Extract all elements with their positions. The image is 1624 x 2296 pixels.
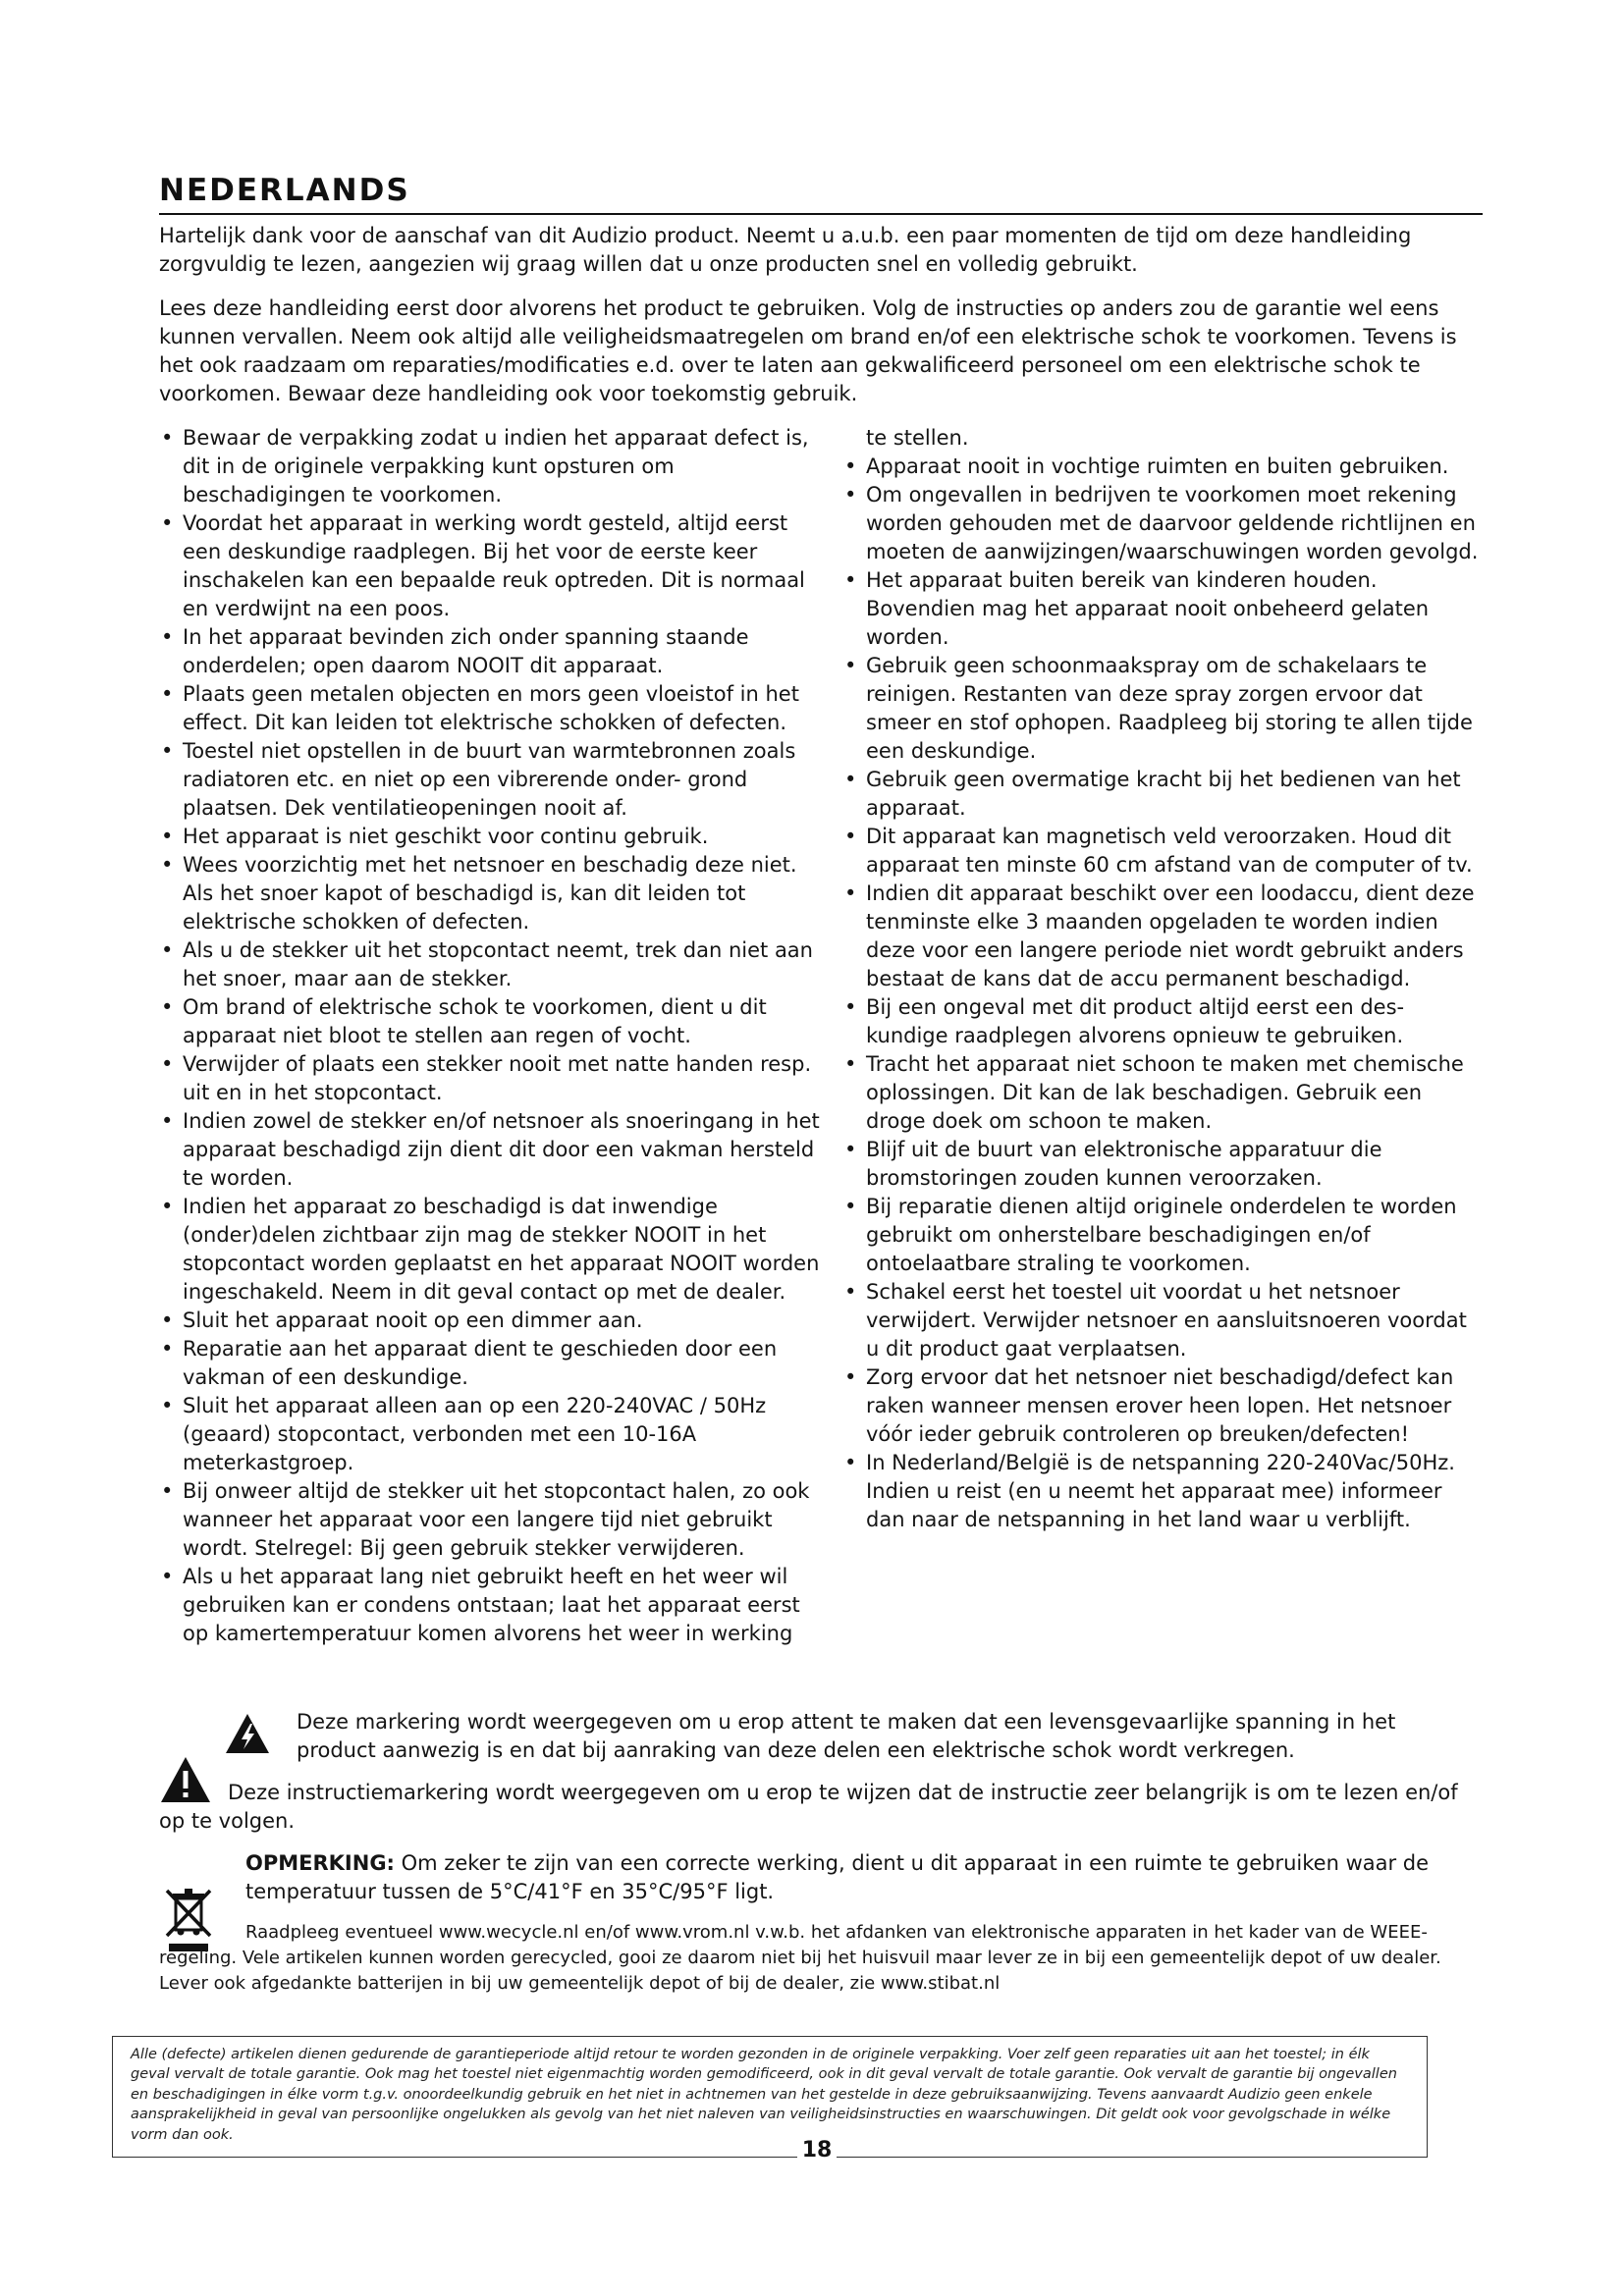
list-item: • Reparatie aan het apparaat dient te geschieden door een vakman of een deskundige. [159, 1335, 823, 1392]
list-item: • Om brand of elektrische schok te voorkomen, dient u dit apparaat niet bloot te stellen aan regen of vocht. [159, 993, 823, 1050]
list-item: • Voordat het apparaat in werking wordt gesteld, altijd eerst een deskundige raadplegen. Bij het voor de eerste keer inschakelen kan een bepaalde reuk optreden. Dit is normaal en verdwijnt na een poos. [159, 509, 823, 623]
list-item: • Het apparaat is niet geschikt voor continu gebruik. [159, 823, 823, 851]
list-item: • Indien zowel de stekker en/of netsnoer als snoeringang in het apparaat beschadigd zijn dient dit door een vakman hersteld te worden. [159, 1107, 823, 1193]
list-item: • In Nederland/België is de netspanning 220-240Vac/50Hz. Indien u reist (en u neemt het apparaat mee) informeer dan naar de netspanning in het land waar u verblijft. [842, 1449, 1485, 1534]
list-item: • Schakel eerst het toestel uit voordat u het netsnoer verwijdert. Verwijder netsnoer en aansluitsnoeren voordat u dit product gaat verplaatsen. [842, 1278, 1485, 1363]
list-item: • Verwijder of plaats een stekker nooit met natte handen resp. uit en in het stopcontact. [159, 1050, 823, 1107]
list-item: • Indien het apparaat zo beschadigd is dat inwendige (onder)delen zichtbaar zijn mag de stekker NOOIT in het stopcontact worden geplaatst en het apparaat NOOIT worden ingeschakeld. Neem in dit geval contact op met de dealer. [159, 1193, 823, 1307]
list-item: • Bij reparatie dienen altijd originele onderdelen te worden gebruikt om onherstelbare beschadigingen en/of ontoelaatbare straling te voorkomen. [842, 1193, 1485, 1278]
list-item: • Apparaat nooit in vochtige ruimten en buiten gebruiken. [842, 453, 1485, 481]
warranty-disclaimer-box [112, 2036, 1428, 2158]
warranty-disclaimer-text: Alle (defecte) artikelen dienen gedurende de garantieperiode altijd retour te worden gezonden in de originele verpakking. Voer zelf geen reparaties uit aan het toestel; in élk geval vervalt de totale garantie. Ook mag het toestel niet eigenmachtig worden gemodificeerd, ook in dit geval vervalt de totale garantie. Ook vervalt de garantie bij ongevallen en beschadigingen in élke vorm t.g.v. onoordeelkundig gebruik en het niet in achtnemen van het gestelde in deze gebruiksaanwijzing. Tevens aanvaardt Audizio geen enkele aansprakelijkheid in geval van persoonlijke ongelukken als gevolg van het niet naleven van veiligheidsinstructies en waarschuwingen. Dit geldt ook voor gevolgschade in wélke vorm dan ook. [131, 2047, 1397, 2143]
recycling-text: Raadpleeg eventueel www.wecycle.nl en/of www.vrom.nl v.w.b. het afdanken van elektronische apparaten in het kader van de WEEE-regeling. Vele artikelen kunnen worden gerecycled, gooi ze daarom niet bij het huisvuil maar lever ze in bij een gemeentelijk depot of uw dealer. Lever ook afgedankte batterijen in bij uw gemeentelijk depot of bij de dealer, zie www.stibat.nl [159, 1922, 1441, 1994]
language-heading: NEDERLANDS [159, 173, 410, 208]
list-item: • Blijf uit de buurt van elektronische apparatuur die bromstoringen zouden kunnen veroorzaken. [842, 1136, 1485, 1193]
heading-rule [159, 213, 1483, 215]
list-item: • Sluit het apparaat nooit op een dimmer aan. [159, 1307, 823, 1335]
note-text: Om zeker te zijn van een correcte werking, dient u dit apparaat in een ruimte te gebruiken waar de temperatuur tussen de 5°C/41°F en 35°C/95°F ligt. [245, 1851, 1430, 1903]
list-item: • Indien dit apparaat beschikt over een loodaccu, dient deze tenminste elke 3 maanden opgeladen te worden indien deze voor een langere periode niet wordt gebruikt anders bestaat de kans dat de accu permanent beschadigd. [842, 880, 1485, 993]
list-item: • In het apparaat bevinden zich onder spanning staande onderdelen; open daarom NOOIT dit apparaat. [159, 623, 823, 680]
list-item: • Tracht het apparaat niet schoon te maken met chemische oplossingen. Dit kan de lak beschadigen. Gebruik een droge doek om schoon te maken. [842, 1050, 1485, 1136]
safety-list-left [159, 424, 823, 1648]
instruction-warning-text: Deze instructiemarkering wordt weergegeven om u erop te wijzen dat de instructie zeer belangrijk is om te lezen en/of op te volgen. [159, 1781, 1458, 1833]
page-number: 18 [797, 2140, 837, 2162]
list-item: • Gebruik geen schoonmaakspray om de schakelaars te reinigen. Restanten van deze spray zorgen ervoor dat smeer en stof ophopen. Raadpleeg bij storing te allen tijde een deskundige. [842, 652, 1485, 766]
high-voltage-warning-icon [224, 1712, 271, 1755]
list-item: • Bij een ongeval met dit product altijd eerst een des- kundige raadplegen alvorens opnieuw te gebruiken. [842, 993, 1485, 1050]
note-label: OPMERKING: [245, 1851, 395, 1875]
intro-paragraph-1: Hartelijk dank voor de aanschaf van dit Audizio product. Neemt u a.u.b. een paar momenten de tijd om deze handleiding zorgvuldig te lezen, aangezien wij graag willen dat u onze producten snel en volledig gebruikt. [159, 224, 1412, 276]
intro-paragraph-2: Lees deze handleiding eerst door alvorens het product te gebruiken. Volg de instructies op anders zou de garantie wel eens kunnen vervallen. Neem ook altijd alle veiligheidsmaatregelen om brand en/of een elektrische schok te voorkomen. Tevens is het ook raadzaam om reparaties/modificaties e.d. over te laten aan gekwalificeerd personeel om een elektrische schok te voorkomen. Bewaar deze handleiding ook voor toekomstig gebruik. [159, 296, 1457, 405]
voltage-warning-text: Deze markering wordt weergegeven om u erop attent te maken dat een levensgevaarlijke spanning in het product aanwezig is en dat bij aanraking van deze delen een elektrische schok wordt verkregen. [297, 1710, 1396, 1762]
list-item: • Gebruik geen overmatige kracht bij het bedienen van het apparaat. [842, 766, 1485, 823]
list-item-continuation: te stellen. [866, 426, 969, 450]
safety-list-right [842, 424, 1485, 1534]
list-item: • Om ongevallen in bedrijven te voorkomen moet rekening worden gehouden met de daarvoor geldende richtlijnen en moeten de aanwijzingen/waarschuwingen worden gevolgd. [842, 481, 1485, 566]
list-item: • Bewaar de verpakking zodat u indien het apparaat defect is, dit in de originele verpakking kunt opsturen om beschadigingen te voorkomen. [159, 424, 823, 509]
list-item: • Dit apparaat kan magnetisch veld veroorzaken. Houd dit apparaat ten minste 60 cm afstand van de computer of tv. [842, 823, 1485, 880]
list-item: • Toestel niet opstellen in de buurt van warmtebronnen zoals radiatoren etc. en niet op een vibrerende onder- grond plaatsen. Dek ventilatieopeningen nooit af. [159, 737, 823, 823]
list-item: • Plaats geen metalen objecten en mors geen vloeistof in het effect. Dit kan leiden tot elektrische schokken of defecten. [159, 680, 823, 737]
temperature-note [245, 1849, 1473, 1906]
list-item: • Als u het apparaat lang niet gebruikt heeft en het weer wil gebruiken kan er condens ontstaan; laat het apparaat eerst op kamertemperatuur komen alvorens het weer in werking [159, 1563, 823, 1648]
list-item: • Bij onweer altijd de stekker uit het stopcontact halen, zo ook wanneer het apparaat voor een langere tijd niet gebruikt wordt. Stelregel: Bij geen gebruik stekker verwijderen. [159, 1477, 823, 1563]
recycling-notice [159, 1920, 1483, 1997]
list-item: • Zorg ervoor dat het netsnoer niet beschadigd/defect kan raken wanneer mensen erover heen lopen. Het netsnoer vóór ieder gebruik controleren op breuken/defecten! [842, 1363, 1485, 1449]
list-item: • Sluit het apparaat alleen aan op een 220-240VAC / 50Hz (geaard) stopcontact, verbonden met een 10-16A meterkastgroep. [159, 1392, 823, 1477]
list-item: • Wees voorzichtig met het netsnoer en beschadig deze niet. Als het snoer kapot of beschadigd is, kan dit leiden tot elektrische schokken of defecten. [159, 851, 823, 936]
list-item: • Het apparaat buiten bereik van kinderen houden. Bovendien mag het apparaat nooit onbeheerd gelaten worden. [842, 566, 1485, 652]
list-item: • Als u de stekker uit het stopcontact neemt, trek dan niet aan het snoer, maar aan de stekker. [159, 936, 823, 993]
